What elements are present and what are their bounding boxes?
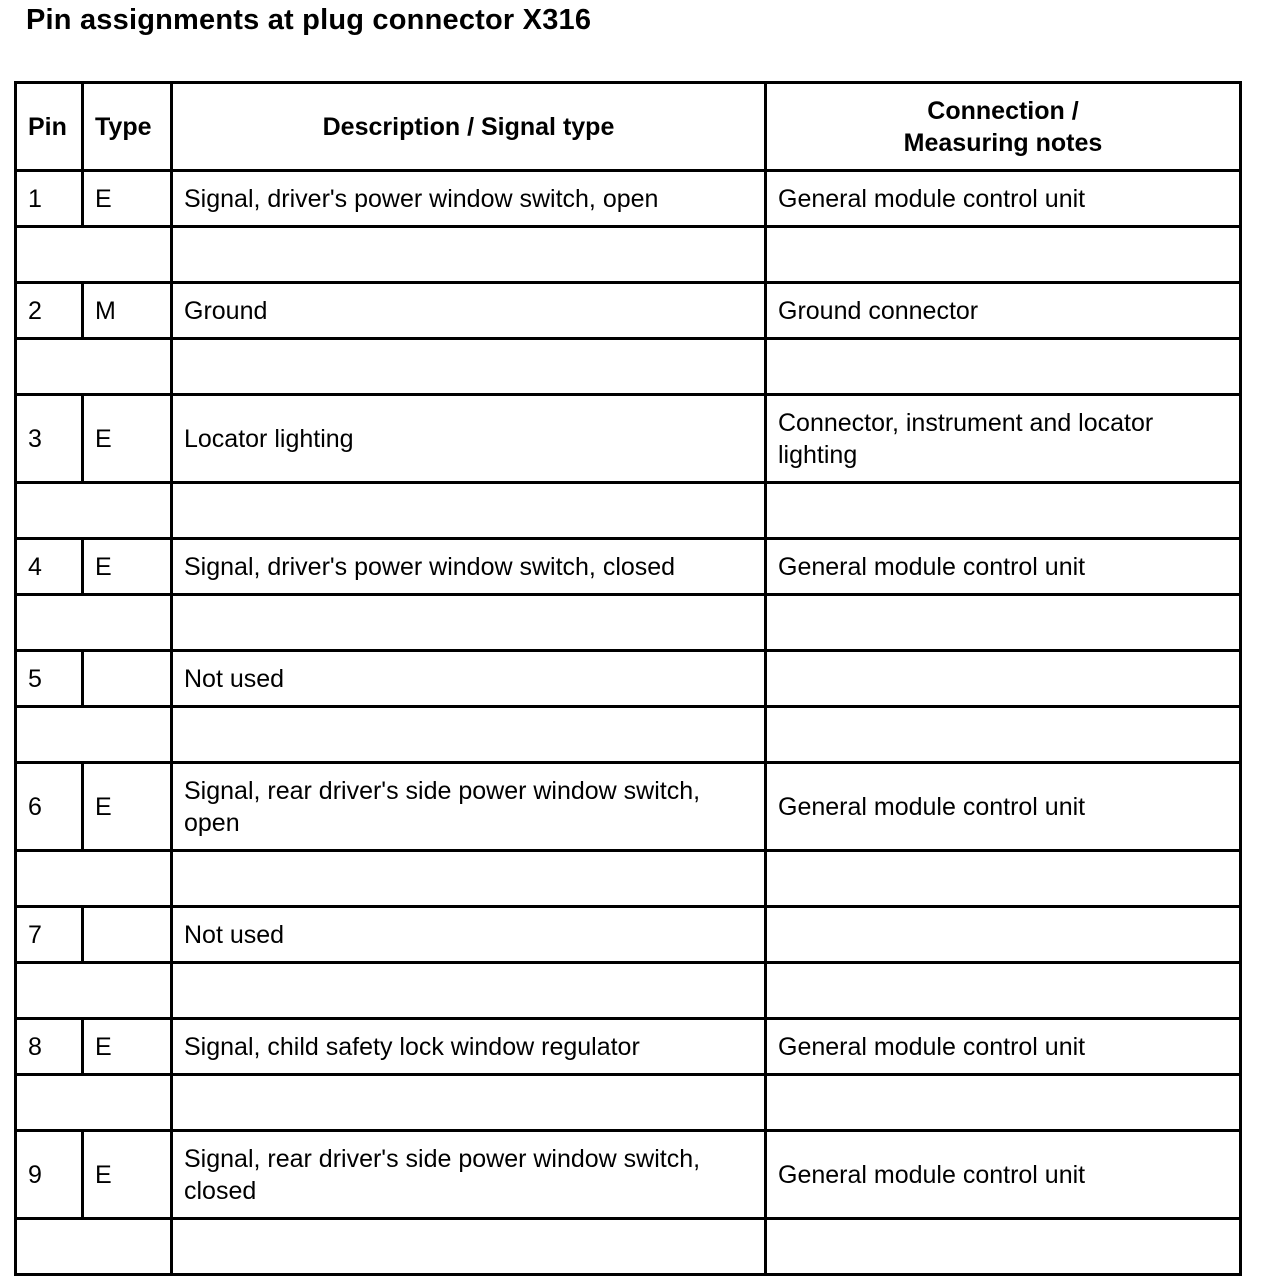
description-cell: Signal, driver's power window switch, open bbox=[172, 171, 766, 227]
spacer-cell bbox=[172, 1075, 766, 1131]
spacer-cell bbox=[172, 963, 766, 1019]
type-cell bbox=[83, 651, 172, 707]
table-row bbox=[16, 171, 1241, 227]
table-row bbox=[16, 283, 1241, 339]
spacer-cell bbox=[766, 1219, 1241, 1275]
spacer-cell bbox=[16, 339, 172, 395]
spacer-cell bbox=[16, 483, 172, 539]
connection-cell: General module control unit bbox=[766, 763, 1241, 851]
table-row bbox=[16, 907, 1241, 963]
pin-cell: 2 bbox=[16, 283, 83, 339]
spacer-cell bbox=[172, 1219, 766, 1275]
spacer-row bbox=[16, 963, 1241, 1019]
header-connection-line1: Connection / bbox=[927, 96, 1079, 125]
table-row bbox=[16, 763, 1241, 851]
spacer-cell bbox=[172, 595, 766, 651]
table-row bbox=[16, 395, 1241, 483]
spacer-cell bbox=[172, 339, 766, 395]
spacer-cell bbox=[766, 483, 1241, 539]
type-cell: E bbox=[83, 763, 172, 851]
spacer-row bbox=[16, 483, 1241, 539]
header-type: Type bbox=[83, 83, 172, 171]
pin-cell: 6 bbox=[16, 763, 83, 851]
header-connection bbox=[766, 83, 1241, 171]
type-cell bbox=[83, 907, 172, 963]
spacer-cell bbox=[16, 963, 172, 1019]
pin-cell: 3 bbox=[16, 395, 83, 483]
description-cell: Signal, rear driver's side power window switch, open bbox=[172, 763, 766, 851]
type-cell: E bbox=[83, 171, 172, 227]
description-cell: Locator lighting bbox=[172, 395, 766, 483]
connection-cell bbox=[766, 907, 1241, 963]
spacer-cell bbox=[16, 595, 172, 651]
connection-cell: General module control unit bbox=[766, 1019, 1241, 1075]
description-cell: Not used bbox=[172, 907, 766, 963]
pin-cell: 4 bbox=[16, 539, 83, 595]
connection-cell bbox=[766, 651, 1241, 707]
type-cell: E bbox=[83, 539, 172, 595]
pin-cell: 5 bbox=[16, 651, 83, 707]
spacer-cell bbox=[766, 595, 1241, 651]
spacer-cell bbox=[172, 707, 766, 763]
connection-cell: Ground connector bbox=[766, 283, 1241, 339]
description-cell: Not used bbox=[172, 651, 766, 707]
spacer-row bbox=[16, 1075, 1241, 1131]
type-cell: E bbox=[83, 1131, 172, 1219]
spacer-cell bbox=[16, 1219, 172, 1275]
spacer-cell bbox=[766, 963, 1241, 1019]
table-row bbox=[16, 1019, 1241, 1075]
spacer-row bbox=[16, 227, 1241, 283]
pin-cell: 1 bbox=[16, 171, 83, 227]
spacer-row bbox=[16, 339, 1241, 395]
pin-cell: 9 bbox=[16, 1131, 83, 1219]
page-title: Pin assignments at plug connector X316 bbox=[26, 4, 592, 36]
connection-cell: General module control unit bbox=[766, 539, 1241, 595]
spacer-cell bbox=[172, 483, 766, 539]
spacer-row bbox=[16, 851, 1241, 907]
spacer-cell bbox=[766, 339, 1241, 395]
connection-cell: Connector, instrument and locator lighting bbox=[766, 395, 1241, 483]
type-cell: M bbox=[83, 283, 172, 339]
description-cell: Signal, driver's power window switch, closed bbox=[172, 539, 766, 595]
spacer-row bbox=[16, 595, 1241, 651]
type-cell: E bbox=[83, 395, 172, 483]
spacer-cell bbox=[172, 227, 766, 283]
table-row bbox=[16, 539, 1241, 595]
spacer-row bbox=[16, 1219, 1241, 1275]
description-cell: Signal, child safety lock window regulator bbox=[172, 1019, 766, 1075]
spacer-cell bbox=[16, 1075, 172, 1131]
type-cell: E bbox=[83, 1019, 172, 1075]
table-row bbox=[16, 651, 1241, 707]
description-cell: Ground bbox=[172, 283, 766, 339]
spacer-cell bbox=[16, 227, 172, 283]
connection-cell: General module control unit bbox=[766, 171, 1241, 227]
pin-assignment-table bbox=[14, 81, 1242, 1276]
spacer-cell bbox=[766, 227, 1241, 283]
spacer-cell bbox=[172, 851, 766, 907]
spacer-row bbox=[16, 707, 1241, 763]
pin-cell: 7 bbox=[16, 907, 83, 963]
header-pin: Pin bbox=[16, 83, 83, 171]
pin-cell: 8 bbox=[16, 1019, 83, 1075]
connection-cell: General module control unit bbox=[766, 1131, 1241, 1219]
table-row bbox=[16, 1131, 1241, 1219]
spacer-cell bbox=[766, 851, 1241, 907]
spacer-cell bbox=[766, 1075, 1241, 1131]
description-cell: Signal, rear driver's side power window switch, closed bbox=[172, 1131, 766, 1219]
header-connection-line2: Measuring notes bbox=[903, 128, 1103, 157]
spacer-cell bbox=[766, 707, 1241, 763]
spacer-cell bbox=[16, 707, 172, 763]
header-description: Description / Signal type bbox=[172, 83, 766, 171]
spacer-cell bbox=[16, 851, 172, 907]
table-header-row bbox=[16, 83, 1241, 171]
